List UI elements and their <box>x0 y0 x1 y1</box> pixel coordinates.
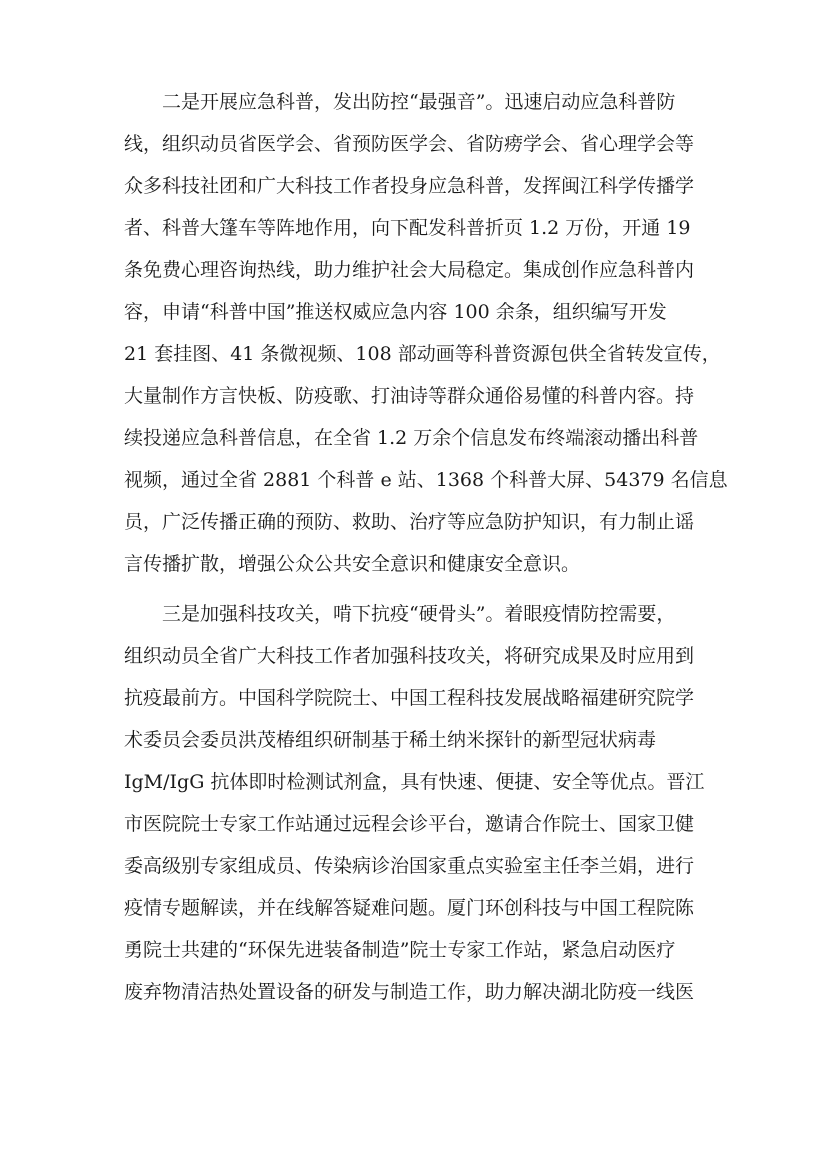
paragraph-1-line-7: 21 套挂图、41 条微视频、108 部动画等科普资源包供全省转发宣传， <box>124 343 721 365</box>
paragraph-1-line-5: 条免费心理咨询热线，助力维护社会大局稳定。集成创作应急科普内 <box>124 259 695 281</box>
paragraph-1-line-10: 视频，通过全省 2881 个科普 e 站、1368 个科普大屏、54379 名信息 <box>124 469 728 491</box>
paragraph-2-line-5: IgM/IgG 抗体即时检测试剂盒，具有快速、便捷、安全等优点。晋江 <box>124 771 705 793</box>
paragraph-2-line-6: 市医院院士专家工作站通过远程会诊平台，邀请合作院士、国家卫健 <box>124 813 695 835</box>
paragraph-2-line-4: 术委员会委员洪茂椿组织研制基于稀土纳米探针的新型冠状病毒 <box>124 729 657 751</box>
paragraph-1-line-3: 众多科技社团和广大科技工作者投身应急科普，发挥闽江科学传播学 <box>124 175 695 197</box>
paragraph-2-line-10: 废弃物清洁热处置设备的研发与制造工作，助力解决湖北防疫一线医 <box>124 981 695 1003</box>
paragraph-2-line-9: 勇院士共建的“环保先进装备制造”院士专家工作站，紧急启动医疗 <box>124 939 676 961</box>
paragraph-2-line-8: 疫情专题解读，并在线解答疑难问题。厦门环创科技与中国工程院陈 <box>124 897 695 919</box>
paragraph-1-line-8: 大量制作方言快板、防疫歌、打油诗等群众通俗易懂的科普内容。持 <box>124 385 695 407</box>
paragraph-1-line-12: 言传播扩散，增强公众公共安全意识和健康安全意识。 <box>124 553 581 575</box>
paragraph-2-line-7: 委高级别专家组成员、传染病诊治国家重点实验室主任李兰娟，进行 <box>124 855 695 877</box>
paragraph-1-line-2: 线，组织动员省医学会、省预防医学会、省防痨学会、省心理学会等 <box>124 133 695 155</box>
paragraph-1-line-11: 员，广泛传播正确的预防、救助、治疗等应急防护知识，有力制止谣 <box>124 511 695 533</box>
paragraph-2-line-3: 抗疫最前方。中国科学院院士、中国工程科技发展战略福建研究院学 <box>124 687 695 709</box>
paragraph-1-line-6: 容，申请“科普中国”推送权威应急内容 100 余条，组织编写开发 <box>124 301 667 323</box>
paragraph-1-line-9: 续投递应急科普信息，在全省 1.2 万余个信息发布终端滚动播出科普 <box>124 427 699 449</box>
paragraph-2-line-2: 组织动员全省广大科技工作者加强科技攻关，将研究成果及时应用到 <box>124 645 695 667</box>
paragraph-1-line-1: 二是开展应急科普，发出防控“最强音”。迅速启动应急科普防 <box>162 91 676 113</box>
paragraph-2-line-1: 三是加强科技攻关，啃下抗疫“硬骨头”。着眼疫情防控需要， <box>162 603 676 625</box>
paragraph-1-line-4: 者、科普大篷车等阵地作用，向下配发科普折页 1.2 万份，开通 19 <box>124 217 691 239</box>
